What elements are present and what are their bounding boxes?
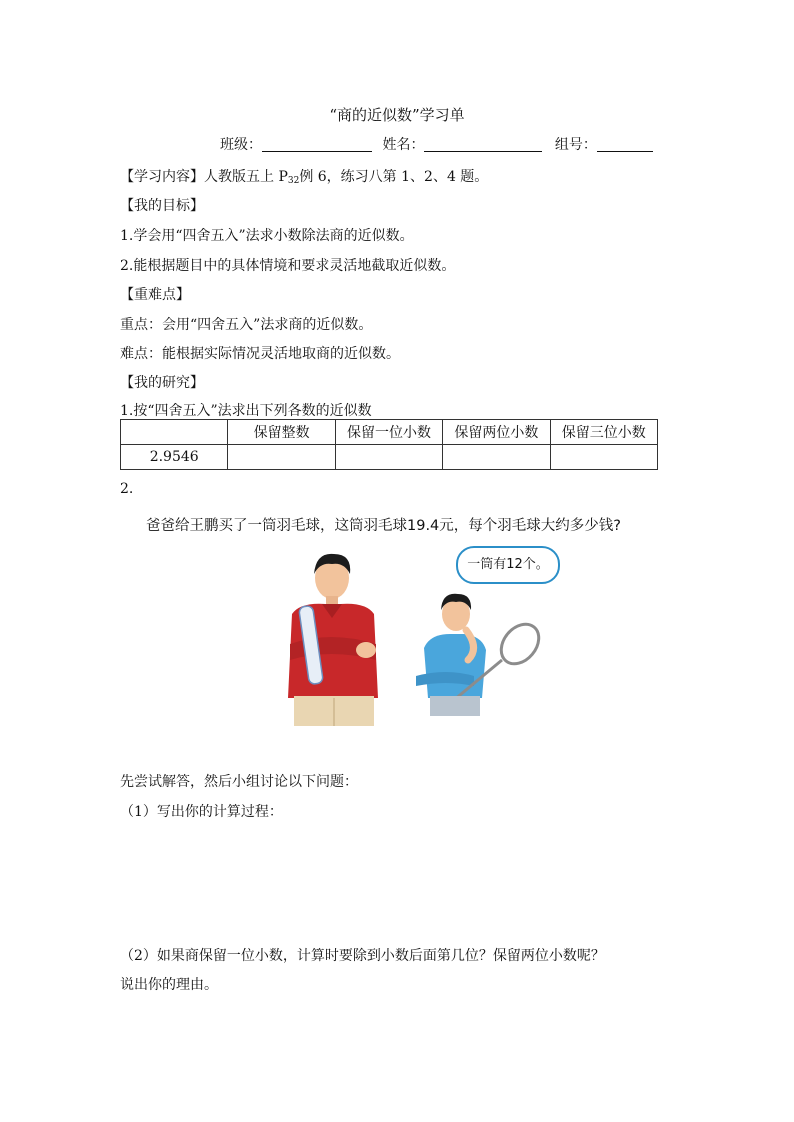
sub-question-2-line-1: （2）如果商保留一位小数，计算时要除到小数后面第几位？保留两位小数呢？ <box>120 948 605 964</box>
learning-content-label: 【学习内容】 <box>120 169 204 185</box>
class-label: 班级： <box>220 137 262 153</box>
goal-item-1: 1.学会用“四舍五入”法求小数除法商的近似数。 <box>120 228 414 244</box>
father-figure <box>288 554 378 726</box>
group-label: 组号： <box>554 137 597 153</box>
page-subscript: 32 <box>287 176 300 186</box>
table-cell-answer[interactable] <box>335 445 442 470</box>
group-blank[interactable] <box>597 137 653 152</box>
boy-figure <box>416 594 546 716</box>
table-cell-answer[interactable] <box>550 445 657 470</box>
sub-question-1: （1）写出你的计算过程： <box>120 804 283 820</box>
table-header-cell: 保留一位小数 <box>335 420 442 445</box>
table-header-cell: 保留三位小数 <box>550 420 657 445</box>
speech-bubble: 一筒有12个。 <box>456 546 560 584</box>
goals-heading: 【我的目标】 <box>120 198 204 214</box>
name-label: 姓名： <box>382 137 425 153</box>
question-1: 1.按“四舍五入”法求出下列各数的近似数 <box>120 403 372 419</box>
class-blank[interactable] <box>262 137 372 152</box>
page-title: “商的近似数”学习单 <box>329 106 465 124</box>
name-blank[interactable] <box>424 137 542 152</box>
research-heading: 【我的研究】 <box>120 375 204 391</box>
table-cell-number: 2.9546 <box>121 445 228 470</box>
difficult-point: 难点：能根据实际情况灵活地取商的近似数。 <box>120 346 400 362</box>
learning-content-text-after: 例 6，练习八第 1、2、4 题。 <box>299 169 489 185</box>
table-row <box>121 445 658 470</box>
approximation-table <box>120 419 658 470</box>
table-cell-answer[interactable] <box>443 445 550 470</box>
table-header-row <box>121 420 658 445</box>
goal-item-2: 2.能根据题目中的具体情境和要求灵活地截取近似数。 <box>120 258 456 274</box>
word-problem: 爸爸给王鹏买了一筒羽毛球，这筒羽毛球19.4元，每个羽毛球大约多少钱? <box>146 518 621 534</box>
table-cell-answer[interactable] <box>228 445 335 470</box>
learning-content-text: 人教版五上 P <box>204 169 288 185</box>
instruction: 先尝试解答，然后小组讨论以下问题： <box>120 774 358 790</box>
table-header-cell: 保留整数 <box>228 420 335 445</box>
learning-content <box>120 166 488 186</box>
table-header-cell: 保留两位小数 <box>443 420 550 445</box>
key-point: 重点：会用“四舍五入”法求商的近似数。 <box>120 317 373 333</box>
question-2-label: 2. <box>120 481 134 497</box>
sub-question-2-line-2: 说出你的理由。 <box>120 977 218 993</box>
key-points-heading: 【重难点】 <box>120 287 190 303</box>
table-header-cell <box>121 420 228 445</box>
student-info-line <box>220 134 653 154</box>
